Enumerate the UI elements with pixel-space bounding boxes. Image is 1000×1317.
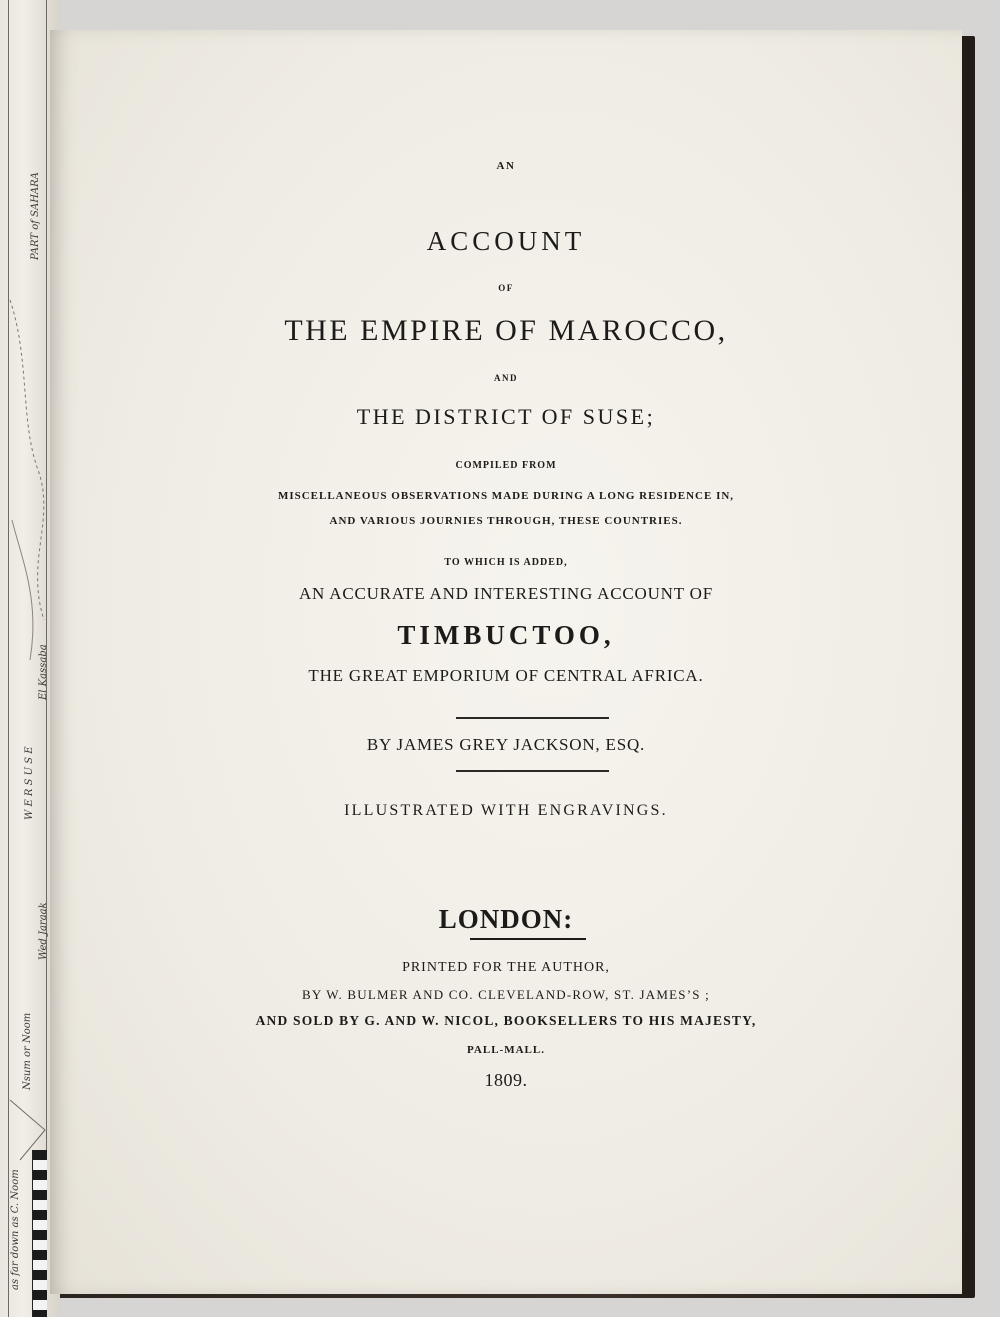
author: BY JAMES GREY JACKSON, ESQ. xyxy=(366,735,646,754)
map-label: Wed Jaraak xyxy=(38,902,49,960)
title-account: ACCOUNT xyxy=(426,226,586,256)
map-label: PART of SAHARA xyxy=(30,172,41,260)
printed-for: PRINTED FOR THE AUTHOR, xyxy=(402,960,610,975)
rule-lower xyxy=(456,770,609,772)
title-an: AN xyxy=(496,160,516,172)
observations-line-1: MISCELLANEOUS OBSERVATIONS MADE DURING A LONG RESIDENCE IN, xyxy=(277,490,735,502)
illustrated-with-engravings: ILLUSTRATED WITH ENGRAVINGS. xyxy=(344,802,668,819)
observations-line-2: AND VARIOUS JOURNIES THROUGH, THESE COUNTRIES. xyxy=(329,515,683,527)
map-label: as far down as C. Noom xyxy=(10,1169,21,1290)
title-of: OF xyxy=(498,283,514,293)
map-label: Nsum or Noom xyxy=(22,1012,33,1090)
map-label: El Kassaba xyxy=(38,644,49,700)
map-label: W E R S U S E xyxy=(24,746,35,820)
great-emporium: THE GREAT EMPORIUM OF CENTRAL AFRICA. xyxy=(308,666,704,685)
compiled-from: COMPILED FROM xyxy=(455,460,557,471)
imprint-london: LONDON xyxy=(438,904,564,934)
title-empire: THE EMPIRE OF MAROCCO, xyxy=(284,314,728,347)
london-underline xyxy=(470,938,586,940)
map-scale-bar xyxy=(32,1150,47,1317)
to-which-added: TO WHICH IS ADDED, xyxy=(444,557,568,568)
accurate-account: AN ACCURATE AND INTERESTING ACCOUNT OF xyxy=(298,584,714,603)
rule-upper xyxy=(456,717,609,719)
title-page xyxy=(50,30,962,1294)
sold-by: AND SOLD BY G. AND W. NICOL, BOOKSELLERS TO HIS MAJESTY, xyxy=(255,1013,757,1028)
title-district: THE DISTRICT OF SUSE; xyxy=(356,404,656,429)
title-timbuctoo: TIMBUCTOO, xyxy=(397,620,615,650)
imprint-colon: : xyxy=(563,904,574,934)
imprint-place xyxy=(50,904,962,935)
publication-year: 1809. xyxy=(484,1070,528,1090)
title-and: AND xyxy=(494,373,518,383)
pall-mall: PALL-MALL. xyxy=(467,1044,545,1056)
printer: BY W. BULMER AND CO. CLEVELAND-ROW, ST. JAMES’S ; xyxy=(302,987,710,1002)
